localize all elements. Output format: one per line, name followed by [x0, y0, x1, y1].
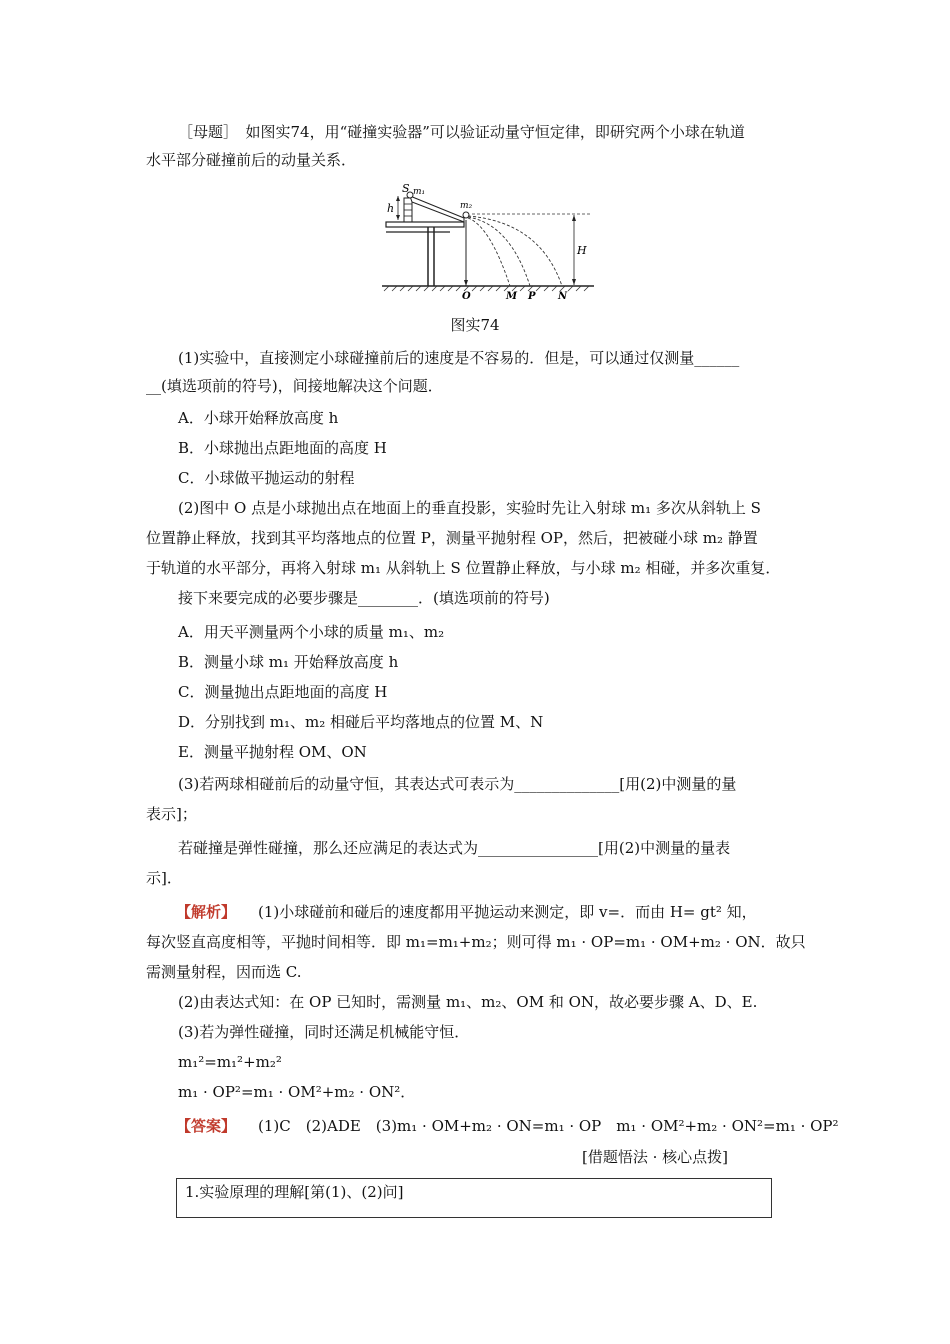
label-N: N [558, 291, 568, 300]
question-2-option-d: D．分别找到 m₁、m₂ 相碰后平均落地点的位置 M、N [178, 713, 544, 731]
label-m1: m₁ [413, 187, 426, 197]
answer-tag: 【答案】 [176, 1117, 237, 1135]
label-H: H [577, 244, 587, 257]
label-P: P [528, 291, 536, 300]
key-point-text: 1.实验原理的理解[第(1)、(2)问] [185, 1183, 404, 1201]
analysis-line-1 [176, 898, 806, 926]
analysis-line-7: m₁ · OP²=m₁ · OM²+m₂ · ON²． [178, 1083, 416, 1101]
question-2-option-b: B．测量小球 m₁ 开始释放高度 h [178, 653, 399, 671]
question-3-line-3: 若碰撞是弹性碰撞，那么还应满足的表达式为________________[用(2)中测量的量表 [178, 839, 731, 857]
analysis-text-1: (1)小球碰前和碰后的速度都用平抛运动来测定，即 v=．而由 H= gt² 知， [258, 903, 757, 921]
problem-intro-line-2: 水平部分碰撞前后的动量关系． [146, 151, 357, 169]
question-1-line-1: (1)实验中，直接测定小球碰撞前后的速度是不容易的．但是，可以通过仅测量______ [178, 349, 740, 367]
question-3-line-1: (3)若两球相碰前后的动量守恒，其表达式可表示为______________[用(2)中测量的量 [178, 775, 737, 793]
label-M: M [506, 291, 518, 300]
key-point-box [176, 1178, 772, 1218]
question-1-option-c: C．小球做平抛运动的射程 [178, 469, 355, 487]
question-2-option-e: E．测量平抛射程 OM、ON [178, 743, 367, 761]
question-3-line-2: 表示]； [146, 805, 197, 823]
label-O: O [462, 291, 471, 300]
question-1-line-2: __(填选项前的符号)，间接地解决这个问题． [146, 377, 443, 395]
label-h: h [387, 202, 395, 215]
analysis-line-2: 每次竖直高度相等，平抛时间相等．即 m₁=m₁+m₂；则可得 m₁ · OP=m₁ · OM+m₂ · ON．故只 [146, 933, 806, 951]
section-header: [借题悟法 · 核心点拨] [581, 1148, 728, 1166]
analysis-line-5: (3)若为弹性碰撞，同时还满足机械能守恒． [178, 1023, 470, 1041]
analysis-line-4: (2)由表达式知：在 OP 已知时，需测量 m₁、m₂、OM 和 ON，故必要步骤 A、D、E. [178, 993, 758, 1011]
question-1-option-a: A．小球开始释放高度 h [178, 409, 339, 427]
question-2-line-1: (2)图中 O 点是小球抛出点在地面上的垂直投影，实验时先让入射球 m₁ 多次从斜轨上 S [178, 499, 761, 517]
answer-line [176, 1112, 839, 1140]
question-2-line-4: 接下来要完成的必要步骤是________．(填选项前的符号) [178, 589, 550, 607]
question-1-option-b: B．小球抛出点距地面的高度 H [178, 439, 387, 457]
question-2-option-c: C．测量抛出点距地面的高度 H [178, 683, 388, 701]
collision-apparatus-figure [380, 182, 600, 300]
question-2-option-a: A．用天平测量两个小球的质量 m₁、m₂ [178, 623, 445, 641]
analysis-line-3: 需测量射程，因而选 C. [146, 963, 302, 981]
question-3-line-4: 示]． [146, 869, 182, 887]
answer-text: (1)C (2)ADE (3)m₁ · OM+m₂ · ON=m₁ · OP m₁ · OM²+m₂ · ON²=m₁ · OP² [258, 1117, 839, 1135]
analysis-line-6: m₁²=m₁²+m₂² [178, 1053, 282, 1071]
figure-caption: 图实74 [450, 316, 500, 334]
question-2-line-2: 位置静止释放，找到其平均落地点的位置 P，测量平抛射程 OP，然后，把被碰小球 m₂ 静置 [146, 529, 758, 547]
analysis-tag: 【解析】 [176, 903, 237, 921]
label-m2: m₂ [460, 201, 473, 211]
label-S: S [402, 182, 410, 195]
problem-intro-line-1: ［母题］ 如图实74，用“碰撞实验器”可以验证动量守恒定律，即研究两个小球在轨道 [178, 123, 745, 141]
question-2-line-3: 于轨道的水平部分，再将入射球 m₁ 从斜轨上 S 位置静止释放，与小球 m₂ 相碰，并多次重复． [146, 559, 781, 577]
